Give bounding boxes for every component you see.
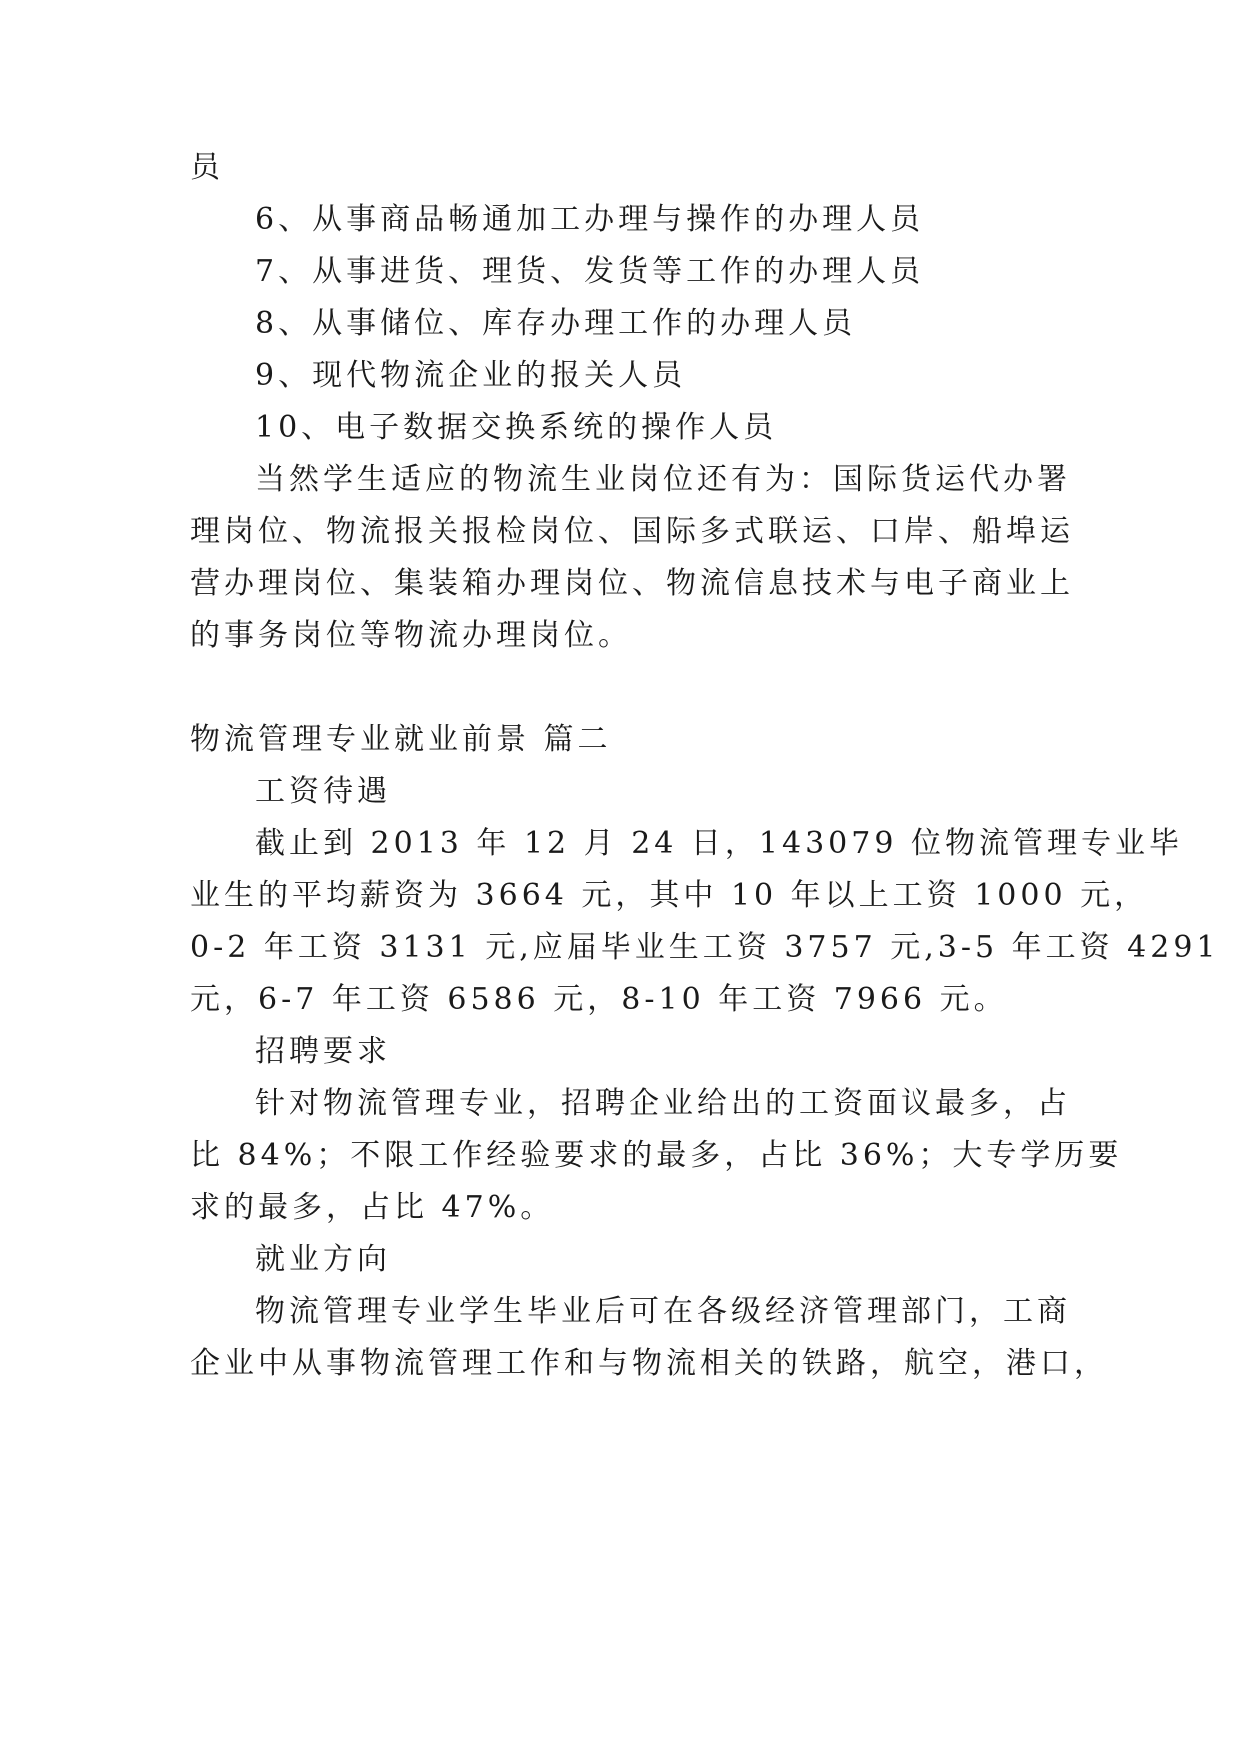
paragraph-line: 业生的平均薪资为 3664 元，其中 10 年以上工资 1000 元， — [190, 878, 1149, 913]
subheading-salary: 工资待遇 — [255, 774, 391, 809]
paragraph-line: 理岗位、物流报关报检岗位、国际多式联运、口岸、船埠运 — [190, 514, 1074, 549]
paragraph-line: 比 84%；不限工作经验要求的最多，占比 36%；大专学历要 — [190, 1138, 1123, 1173]
paragraph-line: 企业中从事物流管理工作和与物流相关的铁路，航空，港口， — [190, 1346, 1108, 1381]
section-title: 物流管理专业就业前景 篇二 — [190, 722, 612, 757]
paragraph-line: 当然学生适应的物流生业岗位还有为：国际货运代办署 — [255, 462, 1071, 497]
paragraph-line: 元，6-7 年工资 6586 元，8-10 年工资 7966 元。 — [190, 982, 1008, 1017]
paragraph-line: 求的最多，占比 47%。 — [190, 1190, 555, 1225]
list-item: 7、从事进货、理货、发货等工作的办理人员 — [255, 254, 925, 289]
paragraph-line: 物流管理专业学生毕业后可在各级经济管理部门，工商 — [255, 1294, 1071, 1329]
paragraph-line: 0-2 年工资 3131 元,应届毕业生工资 3757 元,3-5 年工资 4291 — [190, 930, 1220, 965]
paragraph-line: 截止到 2013 年 12 月 24 日，143079 位物流管理专业毕 — [255, 826, 1183, 861]
list-item: 9、现代物流企业的报关人员 — [255, 358, 687, 393]
list-item: 10、电子数据交换系统的操作人员 — [255, 410, 778, 445]
list-item: 8、从事储位、库存办理工作的办理人员 — [255, 306, 857, 341]
paragraph-line: 营办理岗位、集装箱办理岗位、物流信息技术与电子商业上 — [190, 566, 1074, 601]
list-item: 6、从事商品畅通加工办理与操作的办理人员 — [255, 202, 925, 237]
paragraph-line: 针对物流管理专业，招聘企业给出的工资面议最多，占 — [255, 1086, 1071, 1121]
paragraph-line: 的事务岗位等物流办理岗位。 — [190, 618, 632, 653]
continuation-text: 员 — [190, 150, 224, 185]
subheading-direction: 就业方向 — [255, 1242, 391, 1277]
subheading-recruit: 招聘要求 — [255, 1034, 391, 1069]
